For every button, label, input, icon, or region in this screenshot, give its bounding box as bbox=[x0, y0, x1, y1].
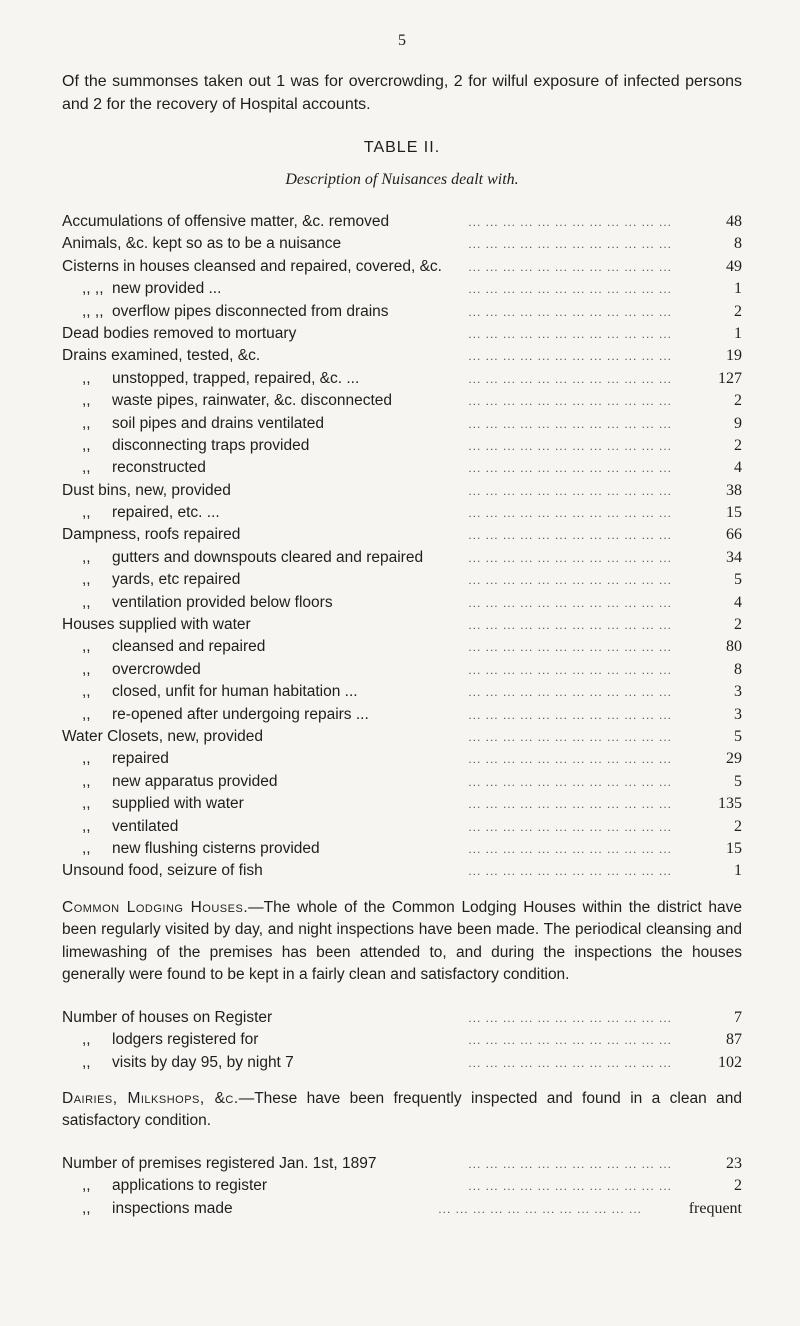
ditto-mark: ,, bbox=[82, 750, 91, 768]
row-value: 49 bbox=[726, 257, 742, 275]
ditto-mark: ,, bbox=[82, 459, 91, 477]
row-label bbox=[62, 435, 309, 457]
table-row bbox=[62, 636, 742, 658]
row-text: supplied with water bbox=[112, 795, 244, 813]
row-label bbox=[62, 211, 389, 233]
table-subtitle: Description of Nuisances dealt with. bbox=[285, 171, 519, 188]
row-text: Drains examined, tested, &c. bbox=[62, 347, 261, 365]
leader-dots: ... ... ... ... ... ... ... ... ... ... ... ... bbox=[468, 237, 672, 252]
row-value: 5 bbox=[734, 571, 742, 589]
row-label bbox=[62, 323, 296, 345]
ditto-mark: ,, ,, bbox=[82, 280, 104, 298]
row-label bbox=[62, 860, 263, 882]
table-row bbox=[62, 435, 742, 457]
row-text: Houses supplied with water bbox=[62, 616, 251, 634]
row-text: Number of houses on Register bbox=[62, 1008, 273, 1026]
row-text: new provided ... bbox=[112, 280, 222, 298]
row-value: 19 bbox=[726, 347, 742, 365]
row-text: ventilated bbox=[112, 817, 179, 835]
row-text: Dead bodies removed to mortuary bbox=[62, 324, 297, 342]
row-label bbox=[62, 233, 341, 255]
row-text: overflow pipes disconnected from drains bbox=[112, 302, 389, 320]
row-label bbox=[62, 704, 369, 726]
row-value: 3 bbox=[734, 683, 742, 701]
ditto-mark: ,, bbox=[82, 705, 91, 723]
row-value: 5 bbox=[734, 772, 742, 790]
row-text: cleansed and repaired bbox=[112, 638, 266, 656]
row-text: disconnecting traps provided bbox=[112, 436, 310, 454]
row-value: 34 bbox=[726, 548, 742, 566]
leader-dots: ... ... ... ... ... ... ... ... ... ... ... ... bbox=[468, 528, 672, 543]
row-label bbox=[62, 636, 265, 658]
row-text: waste pipes, rainwater, &c. disconnected bbox=[112, 392, 393, 410]
row-value: 2 bbox=[734, 616, 742, 634]
leader-dots: ... ... ... ... ... ... ... ... ... ... ... ... bbox=[468, 394, 672, 409]
leader-dots: ... ... ... ... ... ... ... ... ... ... ... ... bbox=[468, 349, 672, 364]
row-value: 15 bbox=[726, 504, 742, 522]
table-row bbox=[62, 659, 742, 681]
row-text: new apparatus provided bbox=[112, 772, 278, 790]
nuisance-table bbox=[62, 211, 742, 883]
leader-dots: ... ... ... ... ... ... ... ... ... ... ... ... bbox=[468, 595, 672, 610]
dairies-table bbox=[62, 1153, 742, 1220]
row-label bbox=[62, 1007, 272, 1029]
row-text: Number of premises registered Jan. 1st, 1897 bbox=[62, 1154, 377, 1172]
row-label bbox=[62, 1175, 267, 1197]
row-value: frequent bbox=[688, 1199, 742, 1217]
dairies-paragraph bbox=[62, 1088, 742, 1133]
row-value: 38 bbox=[726, 481, 742, 499]
row-text: Animals, &c. kept so as to be a nuisance bbox=[62, 235, 342, 253]
leader-dots: ... ... ... ... ... ... ... ... ... ... ... ... bbox=[468, 685, 672, 700]
row-label bbox=[62, 256, 442, 278]
table-title: TABLE II. bbox=[363, 139, 441, 156]
row-value: 135 bbox=[718, 795, 742, 813]
leader-dots: ... ... ... ... ... ... ... ... ... ... ... ... bbox=[468, 573, 672, 588]
row-value: 8 bbox=[734, 660, 742, 678]
row-value: 1 bbox=[734, 324, 742, 342]
row-label bbox=[62, 659, 201, 681]
table-row bbox=[62, 860, 742, 882]
row-value: 48 bbox=[726, 213, 742, 230]
leader-dots: ... ... ... ... ... ... ... ... ... ... ... ... bbox=[468, 1179, 672, 1194]
row-value: 15 bbox=[726, 839, 742, 857]
row-label bbox=[62, 838, 320, 860]
row-text: Unsound food, seizure of fish bbox=[62, 862, 263, 880]
row-value: 7 bbox=[734, 1008, 742, 1026]
table-row bbox=[62, 413, 742, 435]
row-text: overcrowded bbox=[112, 660, 201, 678]
table-row bbox=[62, 278, 742, 300]
row-label bbox=[62, 614, 251, 636]
leader-dots: ... ... ... ... ... ... ... ... ... ... ... ... bbox=[468, 304, 672, 319]
ditto-mark: ,, bbox=[82, 392, 91, 410]
row-value: 4 bbox=[734, 593, 742, 611]
ditto-mark: ,, bbox=[82, 571, 91, 589]
row-text: Cisterns in houses cleansed and repaired, covered, &c. bbox=[62, 257, 442, 275]
leader-dots: ... ... ... ... ... ... ... ... ... ... ... ... bbox=[468, 662, 672, 677]
row-text: lodgers registered for bbox=[112, 1031, 259, 1049]
row-text: closed, unfit for human habitation ... bbox=[112, 683, 358, 701]
row-label bbox=[62, 1153, 376, 1175]
row-value: 1 bbox=[734, 280, 742, 298]
row-label bbox=[62, 771, 277, 793]
table-row bbox=[62, 704, 742, 726]
table-row bbox=[62, 793, 742, 815]
table-row bbox=[62, 1007, 742, 1029]
row-value: 4 bbox=[734, 459, 742, 477]
row-value: 87 bbox=[726, 1031, 742, 1049]
row-label bbox=[62, 1198, 233, 1220]
ditto-mark: ,, bbox=[82, 795, 91, 813]
table-row bbox=[62, 726, 742, 748]
table-row bbox=[62, 390, 742, 412]
row-text: repaired, etc. ... bbox=[112, 504, 220, 522]
leader-dots: ... ... ... ... ... ... ... ... ... ... ... ... bbox=[468, 797, 672, 812]
ditto-mark: ,, bbox=[82, 817, 91, 835]
row-label bbox=[62, 480, 231, 502]
ditto-mark: ,, bbox=[82, 660, 91, 678]
row-value: 2 bbox=[734, 1177, 742, 1195]
ditto-mark: ,, bbox=[82, 1199, 91, 1217]
ditto-mark: ,, bbox=[82, 369, 91, 387]
leader-dots: ... ... ... ... ... ... ... ... ... ... ... ... bbox=[468, 618, 672, 633]
row-value: 5 bbox=[734, 727, 742, 745]
row-value: 102 bbox=[718, 1053, 742, 1071]
table-row bbox=[62, 1052, 742, 1074]
lodging-table bbox=[62, 1007, 742, 1074]
row-label bbox=[62, 390, 392, 412]
row-value: 3 bbox=[734, 705, 742, 723]
leader-dots: ... ... ... ... ... ... ... ... ... ... ... ... bbox=[468, 416, 672, 431]
dairies-text: —These have been frequently inspected and found in a clean and satisfactory condition. bbox=[62, 1089, 742, 1130]
row-value: 9 bbox=[734, 414, 742, 432]
leader-dots: ... ... ... ... ... ... ... ... ... ... ... ... bbox=[468, 1033, 672, 1048]
row-text: new flushing cisterns provided bbox=[112, 839, 320, 857]
row-label bbox=[62, 816, 178, 838]
table-row bbox=[62, 592, 742, 614]
row-value: 80 bbox=[726, 638, 742, 656]
row-text: soil pipes and drains ventilated bbox=[112, 414, 324, 432]
row-value: 1 bbox=[734, 862, 742, 880]
leader-dots: ... ... ... ... ... ... ... ... ... ... ... ... bbox=[468, 819, 672, 834]
leader-dots: ... ... ... ... ... ... ... ... ... ... ... ... bbox=[468, 438, 672, 453]
lodging-paragraph bbox=[62, 897, 742, 987]
row-text: reconstructed bbox=[112, 459, 206, 477]
row-label bbox=[62, 345, 260, 367]
row-text: Accumulations of offensive matter, &c. removed bbox=[62, 213, 390, 230]
table-row bbox=[62, 816, 742, 838]
document-page bbox=[62, 32, 742, 1220]
row-text: repaired bbox=[112, 750, 169, 768]
row-label bbox=[62, 547, 423, 569]
row-label bbox=[62, 502, 220, 524]
table-row bbox=[62, 323, 742, 345]
leader-dots: ... ... ... ... ... ... ... ... ... ... ... ... bbox=[468, 1010, 672, 1025]
row-text: gutters and downspouts cleared and repaired bbox=[112, 548, 424, 566]
row-label bbox=[62, 524, 240, 546]
table-row bbox=[62, 614, 742, 636]
leader-dots: ... ... ... ... ... ... ... ... ... ... ... ... bbox=[468, 841, 672, 856]
leader-dots: ... ... ... ... ... ... ... ... ... ... ... ... bbox=[468, 774, 672, 789]
row-label bbox=[62, 793, 244, 815]
row-label bbox=[62, 301, 389, 323]
ditto-mark: ,, ,, bbox=[82, 302, 104, 320]
ditto-mark: ,, bbox=[82, 839, 91, 857]
row-text: ventilation provided below floors bbox=[112, 593, 333, 611]
ditto-mark: ,, bbox=[82, 772, 91, 790]
ditto-mark: ,, bbox=[82, 593, 91, 611]
table-row bbox=[62, 1198, 742, 1220]
row-label bbox=[62, 748, 169, 770]
row-value: 2 bbox=[734, 817, 742, 835]
row-text: re-opened after undergoing repairs ... bbox=[112, 705, 369, 723]
row-value: 8 bbox=[734, 235, 742, 253]
table-row bbox=[62, 547, 742, 569]
leader-dots: ... ... ... ... ... ... ... ... ... ... ... ... bbox=[468, 371, 672, 386]
row-text: unstopped, trapped, repaired, &c. ... bbox=[112, 369, 360, 387]
ditto-mark: ,, bbox=[82, 1031, 91, 1049]
row-value: 2 bbox=[734, 436, 742, 454]
row-label bbox=[62, 569, 240, 591]
page-number: 5 bbox=[398, 32, 406, 49]
leader-dots: ... ... ... ... ... ... ... ... ... ... ... ... bbox=[468, 640, 672, 655]
table-row bbox=[62, 301, 742, 323]
row-label bbox=[62, 1052, 294, 1074]
leader-dots: ... ... ... ... ... ... ... ... ... ... ... ... bbox=[468, 1156, 672, 1171]
row-value: 23 bbox=[726, 1154, 742, 1172]
row-text: applications to register bbox=[112, 1177, 268, 1195]
table-row bbox=[62, 256, 742, 278]
table-row bbox=[62, 1029, 742, 1051]
lodging-heading: Common Lodging Houses. bbox=[62, 898, 249, 916]
table-row bbox=[62, 368, 742, 390]
leader-dots: ... ... ... ... ... ... ... ... ... ... ... ... bbox=[468, 259, 672, 274]
leader-dots: ... ... ... ... ... ... ... ... ... ... ... ... bbox=[468, 215, 672, 229]
leader-dots: ... ... ... ... ... ... ... ... ... ... ... ... bbox=[468, 752, 672, 767]
ditto-mark: ,, bbox=[82, 436, 91, 454]
dairies-heading: Dairies, Milkshops, &c. bbox=[62, 1089, 239, 1107]
ditto-mark: ,, bbox=[82, 414, 91, 432]
leader-dots: ... ... ... ... ... ... ... ... ... ... ... ... bbox=[468, 550, 672, 565]
table-row bbox=[62, 480, 742, 502]
row-label bbox=[62, 1029, 258, 1051]
table-row bbox=[62, 681, 742, 703]
table-row bbox=[62, 838, 742, 860]
row-text: Dampness, roofs repaired bbox=[62, 526, 241, 544]
leader-dots: ... ... ... ... ... ... ... ... ... ... ... ... bbox=[468, 282, 672, 297]
row-text: Dust bins, new, provided bbox=[62, 481, 231, 499]
table-row bbox=[62, 524, 742, 546]
leader-dots: ... ... ... ... ... ... ... ... ... ... ... ... bbox=[468, 1055, 672, 1070]
row-label bbox=[62, 368, 359, 390]
row-value: 127 bbox=[718, 369, 742, 387]
leader-dots: ... ... ... ... ... ... ... ... ... ... ... ... bbox=[468, 729, 672, 744]
lodging-text: —The whole of the Common Lodging Houses within the district have been regularly visited by day, and night inspections have been made. The periodical cleansing and limewashing of the premises has been attended to, and during the inspections the houses generally were found to be kept in a fairly clean and satisfactory condition. bbox=[62, 898, 742, 984]
table-row bbox=[62, 748, 742, 770]
row-label bbox=[62, 592, 333, 614]
table-row bbox=[62, 1175, 742, 1197]
leader-dots: ... ... ... ... ... ... ... ... ... ... ... ... bbox=[468, 326, 672, 341]
row-value: 29 bbox=[726, 750, 742, 768]
table-row bbox=[62, 233, 742, 255]
leader-dots: ... ... ... ... ... ... ... ... ... ... ... ... bbox=[468, 707, 672, 722]
table-row bbox=[62, 771, 742, 793]
row-text: visits by day 95, by night 7 bbox=[112, 1053, 294, 1071]
ditto-mark: ,, bbox=[82, 548, 91, 566]
row-value: 2 bbox=[734, 392, 742, 410]
leader-dots: ... ... ... ... ... ... ... ... ... ... ... ... bbox=[438, 1201, 642, 1216]
row-label bbox=[62, 681, 358, 703]
table-row bbox=[62, 457, 742, 479]
leader-dots: ... ... ... ... ... ... ... ... ... ... ... ... bbox=[468, 506, 672, 521]
ditto-mark: ,, bbox=[82, 1053, 91, 1071]
row-label bbox=[62, 278, 221, 300]
leader-dots: ... ... ... ... ... ... ... ... ... ... ... ... bbox=[468, 461, 672, 476]
table-row bbox=[62, 569, 742, 591]
row-label bbox=[62, 457, 206, 479]
row-label bbox=[62, 413, 324, 435]
ditto-mark: ,, bbox=[82, 638, 91, 656]
leader-dots: ... ... ... ... ... ... ... ... ... ... ... ... bbox=[468, 864, 672, 879]
table-row bbox=[62, 502, 742, 524]
ditto-mark: ,, bbox=[82, 504, 91, 522]
row-text: inspections made bbox=[112, 1199, 233, 1217]
row-label bbox=[62, 726, 263, 748]
ditto-mark: ,, bbox=[82, 683, 91, 701]
table-row bbox=[62, 1153, 742, 1175]
table-row bbox=[62, 211, 742, 233]
row-value: 2 bbox=[734, 302, 742, 320]
leader-dots: ... ... ... ... ... ... ... ... ... ... ... ... bbox=[468, 483, 672, 498]
row-value: 66 bbox=[726, 526, 742, 544]
table-row bbox=[62, 345, 742, 367]
ditto-mark: ,, bbox=[82, 1177, 91, 1195]
row-text: yards, etc repaired bbox=[112, 571, 241, 589]
intro-paragraph: Of the summonses taken out 1 was for overcrowding, 2 for wilful exposure of infected persons and 2 for the recovery of Hospital accounts. bbox=[62, 73, 742, 113]
row-text: Water Closets, new, provided bbox=[62, 727, 264, 745]
